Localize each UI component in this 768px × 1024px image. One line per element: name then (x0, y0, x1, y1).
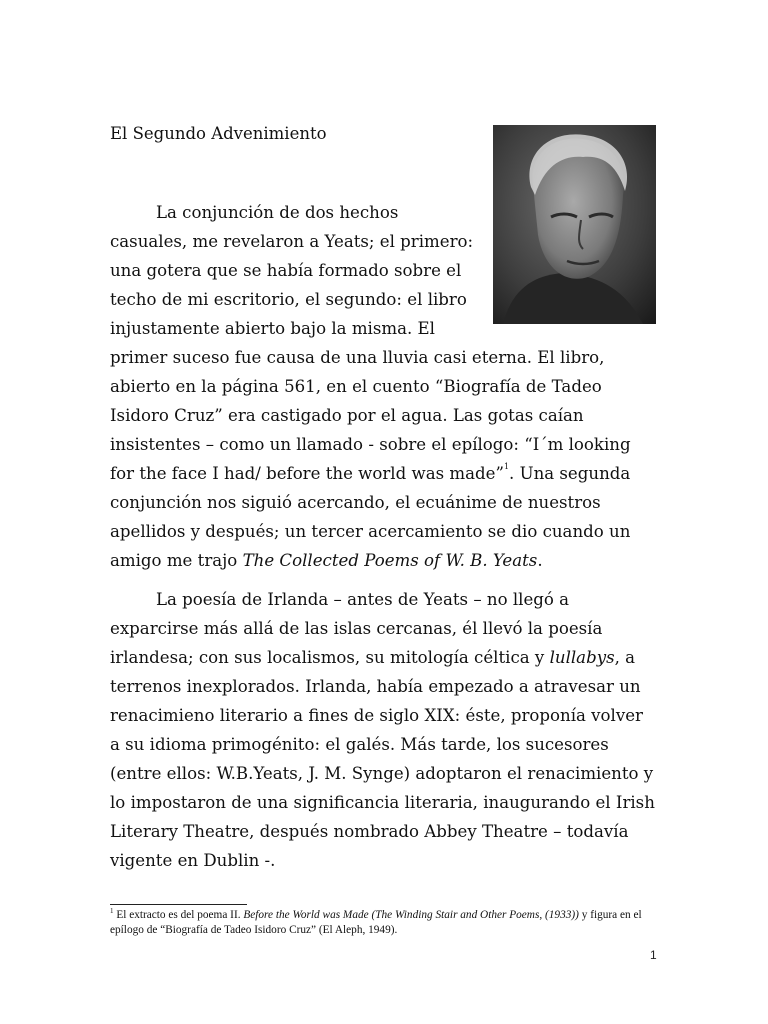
book-title: The Collected Poems of W. B. Yeats (242, 551, 538, 570)
document-title: El Segundo Advenimiento (110, 124, 327, 143)
page-number: 1 (650, 948, 657, 962)
lullabys-word: lullabys (549, 648, 615, 667)
footnote-separator (110, 904, 247, 905)
body-text (110, 198, 658, 875)
footnote-reference: 1 (503, 462, 510, 471)
footnote-marker: 1 (110, 907, 114, 915)
paragraph-2: La poesía de Irlanda – antes de Yeats – no llegó a exparcirse más allá de las islas cercanas, él llevó la poesía irlandesa; con sus localismos, su mitología céltica y lullabys, a terrenos inexplorados. Irlanda, había empezado a atravesar un renacimieno literario a fines de siglo XIX: éste, proponía volver a su idioma primogénito: el galés. Más tarde, los sucesores (entre ellos: W.B.Yeats, J. M. Synge) adoptaron el renacimiento y lo impostaron de una significancia literaria, inaugurando el Irish Literary Theatre, después nombrado Abbey Theatre – todavía vigente en Dublin -. (110, 590, 655, 870)
footnote-italic: Before the World was Made (The Winding Stair and Other Poems, (1933)) (243, 909, 579, 921)
paragraph-1: La conjunción de dos hechos casuales, me revelaron a Yeats; el primero: una gotera que se había formado sobre el techo de mi escritorio, el segundo: el libro injustamente abierto bajo la misma. El primer suceso fue causa de una lluvia casi eterna. El libro, abierto en la página 561, en el cuento “Biografía de Tadeo Isidoro Cruz” era castigado por el agua. Las gotas caían insistentes – como un llamado - sobre el epílogo: “I´m looking for the face I had/ before the world was made”$^1$. Una segunda conjunción nos siguió acercando, el ecuánime de nuestros apellidos y después; un tercer acercamiento se dio cuando un amigo me trajo The Collected Poems of W. B. Yeats. (110, 203, 631, 570)
footnote: $^1$ El extracto es del poema II. Before the World was Made (The Winding Stair and Other Poems, (1933)) y figura en el epílogo de “Biografía de Tadeo Isidoro Cruz” (El Aleph, 1949). (110, 907, 642, 936)
